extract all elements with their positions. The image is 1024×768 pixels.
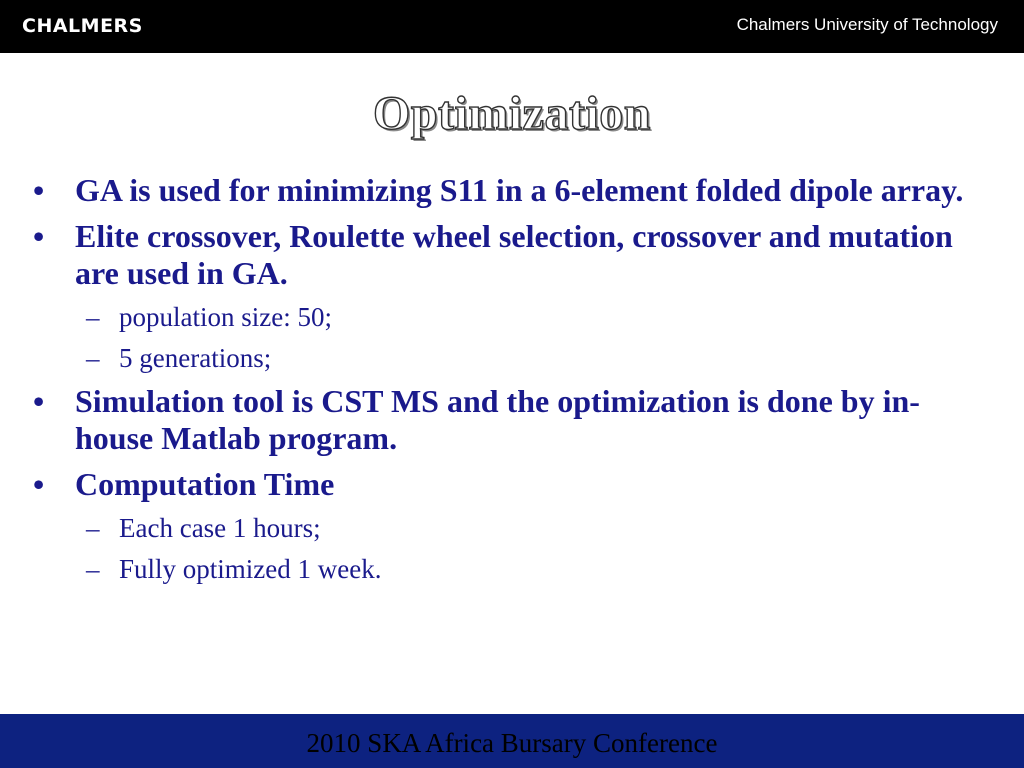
sub-bullet-item bbox=[28, 553, 988, 586]
sub-bullet-text: population size: 50; bbox=[119, 302, 332, 332]
sub-bullet-item bbox=[28, 342, 988, 375]
sub-bullet-item bbox=[28, 512, 988, 545]
bullet-symbol: • bbox=[33, 172, 45, 208]
bullet-symbol: • bbox=[33, 466, 45, 502]
dash-symbol: – bbox=[86, 554, 100, 584]
bullet-text: Computation Time bbox=[75, 466, 335, 502]
slide-title: Optimization bbox=[373, 87, 651, 140]
footer-text: 2010 SKA Africa Bursary Conference bbox=[306, 728, 718, 758]
chalmers-logo: CHALMERS bbox=[22, 15, 143, 37]
bullet-text: Simulation tool is CST MS and the optimization is done by in-house Matlab program. bbox=[75, 383, 920, 456]
bullet-text: GA is used for minimizing S11 in a 6-element folded dipole array. bbox=[75, 172, 964, 208]
institution-name: Chalmers University of Technology bbox=[736, 15, 998, 34]
bullet-text: Elite crossover, Roulette wheel selection, crossover and mutation are used in GA. bbox=[75, 218, 953, 291]
dash-symbol: – bbox=[86, 302, 100, 332]
bullet-symbol: • bbox=[33, 383, 45, 419]
sub-bullet-text: 5 generations; bbox=[119, 343, 272, 373]
dash-symbol: – bbox=[86, 343, 100, 373]
bullet-item bbox=[28, 383, 988, 457]
sub-bullet-item bbox=[28, 301, 988, 334]
sub-bullet-text: Each case 1 hours; bbox=[119, 513, 321, 543]
header-bar bbox=[0, 0, 1024, 53]
bullet-item bbox=[28, 218, 988, 292]
dash-symbol: – bbox=[86, 513, 100, 543]
sub-bullet-text: Fully optimized 1 week. bbox=[119, 554, 382, 584]
bullet-item bbox=[28, 466, 988, 503]
bullet-item bbox=[28, 172, 988, 209]
bullet-symbol: • bbox=[33, 218, 45, 254]
bullet-list bbox=[28, 172, 988, 594]
